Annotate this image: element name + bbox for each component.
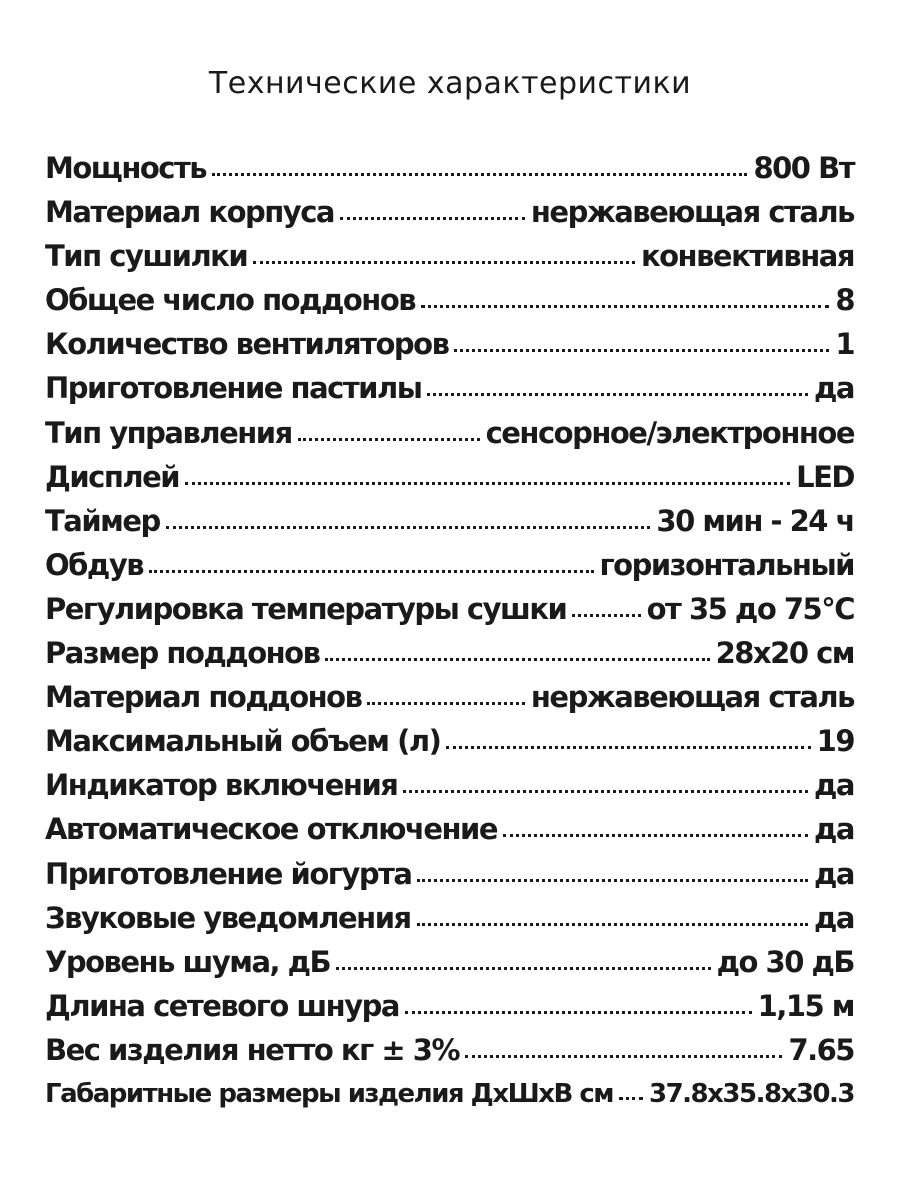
spec-label: Приготовление пастилы [45, 371, 422, 406]
dot-leader [166, 526, 651, 529]
spec-label: Материал корпуса [45, 195, 334, 230]
dot-leader [367, 702, 524, 705]
spec-row [45, 631, 854, 675]
spec-row [45, 234, 854, 278]
spec-value: до 30 дБ [716, 944, 854, 979]
spec-row [45, 543, 854, 587]
spec-row [45, 1072, 854, 1116]
dot-leader [253, 261, 635, 264]
dot-leader [149, 570, 593, 573]
spec-value: да [814, 812, 854, 847]
spec-value: 1 [835, 327, 854, 362]
spec-label: Тип сушилки [45, 239, 248, 274]
dot-leader [454, 349, 829, 352]
dot-leader [619, 1097, 643, 1100]
spec-value: 30 мин - 24 ч [656, 503, 854, 538]
spec-value: сенсорное/электронное [485, 415, 854, 450]
spec-label: Материал поддонов [45, 680, 362, 715]
spec-label: Таймер [45, 503, 160, 538]
page-title: Технические характеристики [208, 66, 692, 101]
spec-label: Мощность [45, 151, 207, 185]
spec-row [45, 763, 854, 807]
spec-label: Максимальный объем (л) [45, 724, 441, 759]
spec-label: Уровень шума, дБ [45, 944, 331, 979]
spec-row [45, 940, 854, 984]
dot-leader [340, 217, 525, 220]
spec-row [45, 322, 854, 366]
spec-value: 7.65 [788, 1032, 854, 1067]
spec-value: да [814, 371, 854, 406]
spec-value: нержавеющая сталь [530, 195, 854, 230]
spec-label: Регулировка температуры сушки [45, 591, 567, 626]
spec-value: 800 Вт [753, 151, 854, 185]
spec-row [45, 984, 854, 1028]
spec-label: Индикатор включения [45, 768, 398, 803]
dot-leader [336, 967, 710, 970]
spec-label: Размер поддонов [45, 636, 320, 671]
dot-leader [325, 658, 709, 661]
dot-leader [212, 173, 747, 176]
spec-label: Дисплей [45, 459, 180, 494]
spec-row [45, 896, 854, 940]
spec-label: Звуковые уведомления [45, 900, 411, 935]
dot-leader [405, 1011, 752, 1014]
spec-label: Длина сетевого шнура [45, 988, 399, 1023]
dot-leader [421, 305, 829, 308]
spec-label: Обдув [45, 547, 144, 582]
spec-row [45, 411, 854, 455]
spec-value: LED [796, 459, 854, 494]
spec-row [45, 190, 854, 234]
spec-value: нержавеющая сталь [530, 680, 854, 715]
spec-row [45, 852, 854, 896]
spec-row [45, 366, 854, 410]
spec-row [45, 675, 854, 719]
spec-value: да [814, 900, 854, 935]
dot-leader [417, 879, 808, 882]
dot-leader [185, 482, 790, 485]
spec-label: Вес изделия нетто кг ± 3% [45, 1032, 459, 1067]
spec-label: Общее число поддонов [45, 283, 416, 318]
dot-leader [417, 923, 808, 926]
spec-label: Количество вентиляторов [45, 327, 449, 362]
spec-value: да [814, 856, 854, 891]
spec-value: 8 [835, 283, 854, 318]
spec-value: 19 [816, 724, 854, 759]
spec-row [45, 719, 854, 763]
spec-row [45, 278, 854, 322]
spec-row [45, 1028, 854, 1072]
spec-value: да [814, 768, 854, 803]
spec-row [45, 587, 854, 631]
dot-leader [572, 614, 640, 617]
spec-value: от 35 до 75°С [646, 591, 854, 626]
dot-leader [403, 790, 808, 793]
dot-leader [446, 746, 810, 749]
spec-label: Габаритные размеры изделия ДхШхВ см [45, 1078, 614, 1109]
dot-leader [298, 438, 480, 441]
spec-list [45, 146, 854, 1116]
dot-leader [427, 393, 808, 396]
spec-row [45, 499, 854, 543]
spec-value: конвективная [640, 239, 854, 274]
spec-value: 1,15 м [757, 988, 854, 1023]
dot-leader [465, 1055, 782, 1058]
spec-value: горизонтальный [599, 547, 854, 582]
spec-value: 28x20 см [715, 636, 854, 671]
spec-row [45, 146, 854, 190]
dot-leader [503, 834, 808, 837]
spec-row [45, 455, 854, 499]
spec-label: Автоматическое отключение [45, 812, 498, 847]
spec-label: Приготовление йогурта [45, 856, 412, 891]
spec-row [45, 807, 854, 851]
spec-label: Тип управления [45, 415, 292, 450]
spec-value: 37.8x35.8x30.3 [649, 1078, 854, 1109]
